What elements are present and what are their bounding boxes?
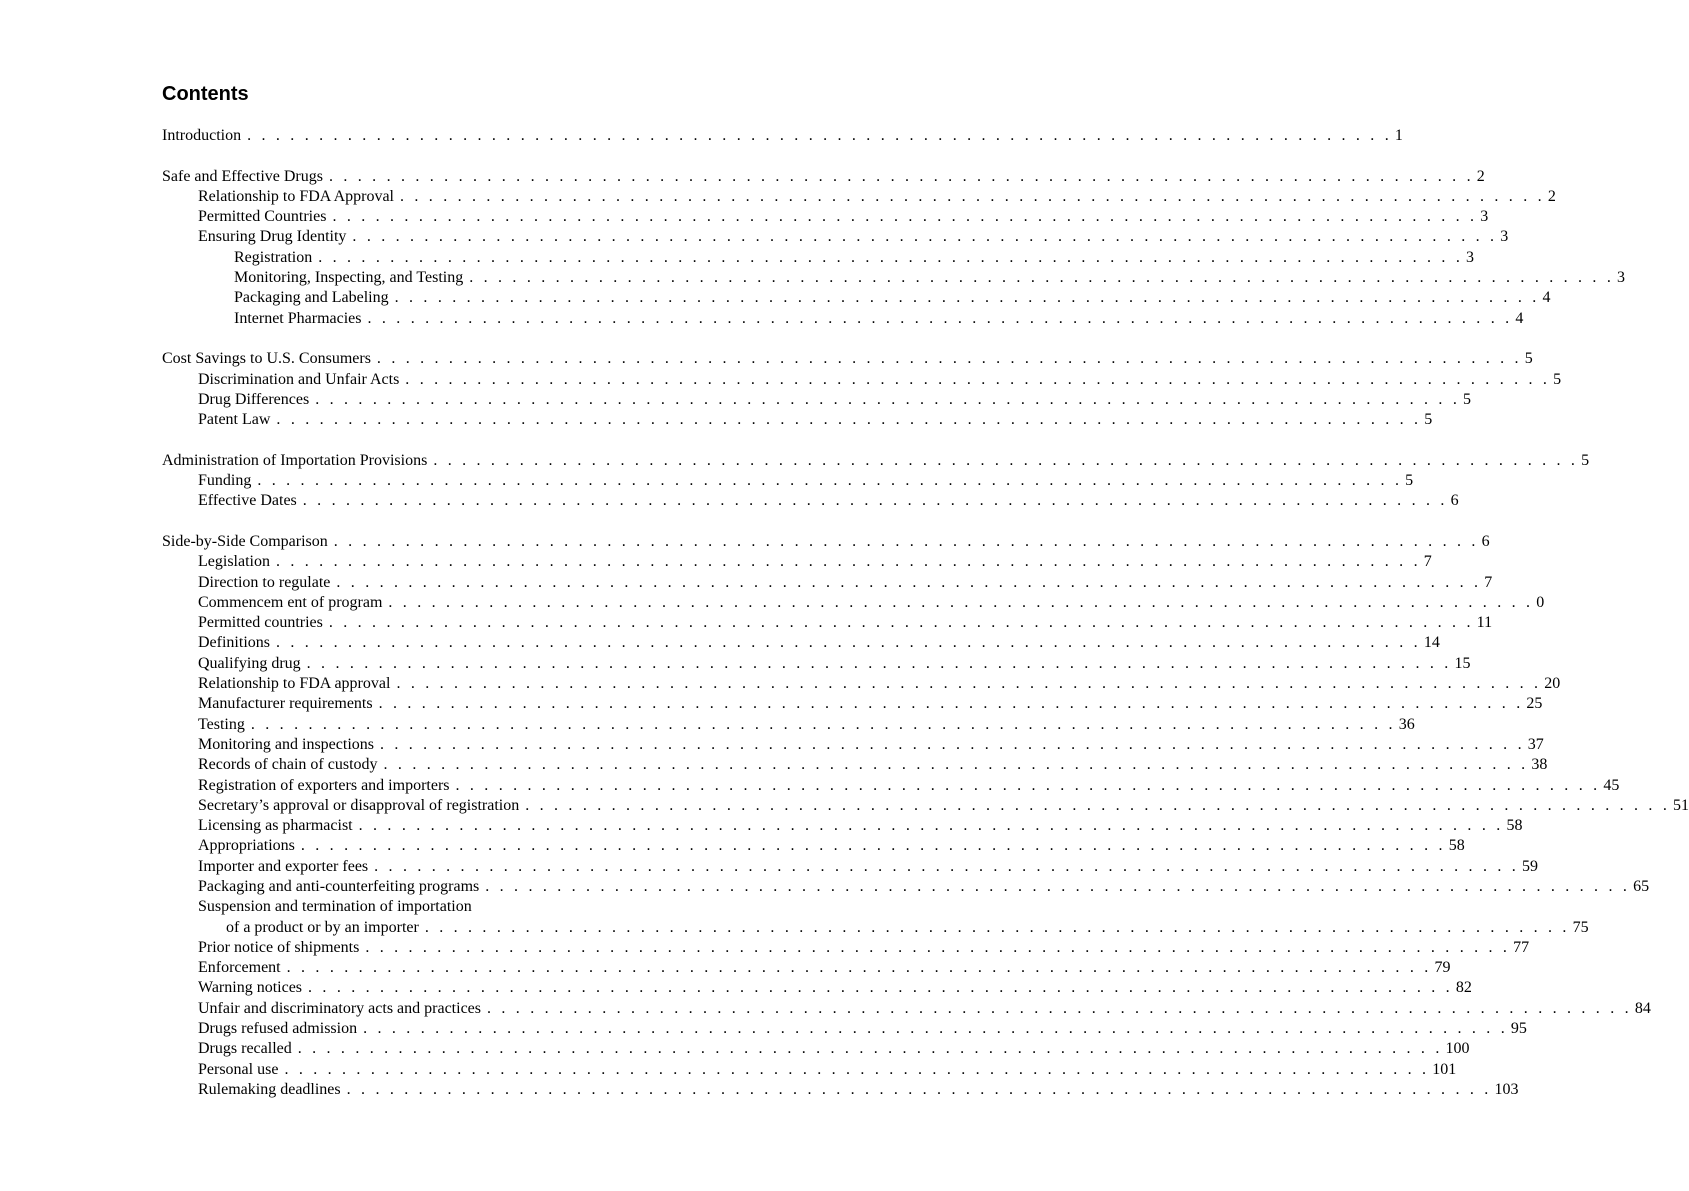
toc-entry-label: Commencem ent of program	[198, 593, 383, 611]
toc-entry-label: Permitted countries	[198, 614, 323, 632]
toc-entry-page: 5	[1405, 472, 1414, 490]
toc-entry-page: 6	[1450, 492, 1459, 510]
toc-entry-label: Legislation	[198, 553, 270, 571]
toc-entry-page: 82	[1455, 979, 1472, 997]
toc-entry-label: Suspension and termination of importation	[198, 898, 472, 916]
dot-leader: . . . . . . . . . . . . . . . . . . . . . . . . . . . . . . . . . . . . . . . . . . . . . . . . . . . . . . . . . . . . . . . . . . . . . . . . . . . . . . . .	[424, 918, 1570, 936]
toc-entry[interactable]	[162, 816, 1523, 836]
toc-entry-page: 0	[1536, 593, 1545, 611]
toc-entry-label: Drugs refused admission	[198, 1020, 358, 1038]
toc-entry-label-continuation: of a product or by an importer	[226, 918, 419, 936]
toc-entry-page: 7	[1423, 553, 1432, 571]
dot-leader: . . . . . . . . . . . . . . . . . . . . . . . . . . . . . . . . . . . . . . . . . . . . . . . . . . . . . . . . . . . . . . . . . . . . . . . . . . . . . . . .	[455, 776, 1601, 794]
toc-entry-label: Relationship to FDA approval	[198, 675, 391, 693]
toc-entry-label: Drugs recalled	[198, 1040, 292, 1058]
dot-leader: . . . . . . . . . . . . . . . . . . . . . . . . . . . . . . . . . . . . . . . . . . . . . . . . . . . . . . . . . . . . . . . . . . . . . . . . . . . . . . . .	[388, 593, 1534, 611]
toc-entry-label: Cost Savings to U.S. Consumers	[162, 350, 371, 368]
toc-entry-first-line[interactable]	[162, 897, 758, 917]
toc-entry[interactable]	[162, 248, 1475, 268]
dot-leader: . . . . . . . . . . . . . . . . . . . . . . . . . . . . . . . . . . . . . . . . . . . . . . . . . . . . . . . . . . . . . . . . . . . . . . . . . . . . . . . .	[365, 938, 1511, 956]
toc-entry-page: 20	[1544, 675, 1561, 693]
toc-entry[interactable]	[162, 573, 1493, 593]
toc-entry-page: 84	[1634, 999, 1651, 1017]
toc-entry-page: 58	[1506, 817, 1523, 835]
toc-entry-page: 5	[1463, 390, 1472, 408]
toc-entry-page: 51	[1673, 796, 1689, 814]
toc-entry-label: Relationship to FDA Approval	[198, 187, 394, 205]
toc-entry-page: 4	[1542, 289, 1551, 307]
toc-entry-page: 3	[1500, 228, 1509, 246]
toc-entry-label: Packaging and Labeling	[234, 289, 389, 307]
dot-leader: . . . . . . . . . . . . . . . . . . . . . . . . . . . . . . . . . . . . . . . . . . . . . . . . . . . . . . . . . . . . . . . . . . . . . . . . . . . . . . . .	[374, 857, 1519, 875]
toc-entry[interactable]	[162, 187, 1556, 207]
toc-entry[interactable]	[162, 288, 1551, 308]
dot-leader: . . . . . . . . . . . . . . . . . . . . . . . . . . . . . . . . . . . . . . . . . . . . . . . . . . . . . . . . . . . . . . . . . . . . . . . . . . . . . . . .	[433, 451, 1579, 469]
toc-entry[interactable]	[162, 227, 1509, 247]
toc-entry[interactable]	[162, 410, 1433, 430]
dot-leader: . . . . . . . . . . . . . . . . . . . . . . . . . . . . . . . . . . . . . . . . . . . . . . . . . . . . . . . . . . . . . . . . . . . . . . . . . . . . . . . .	[358, 817, 1504, 835]
dot-leader: . . . . . . . . . . . . . . . . . . . . . . . . . . . . . . . . . . . . . . . . . . . . . . . . . . . . . . . . . . . . . . . . . . . . . . . . . . . . . . . .	[284, 1060, 1430, 1078]
toc-entry[interactable]	[162, 1019, 1527, 1039]
toc-entry-label: Warning notices	[198, 979, 303, 997]
toc-entry-page: 25	[1526, 695, 1543, 713]
dot-leader: . . . . . . . . . . . . . . . . . . . . . . . . . . . . . . . . . . . . . . . . . . . . . . . . . . . . . . . . . . . . . . . . . . . . . . . . . . . . . . . .	[346, 1080, 1492, 1098]
dot-leader: . . . . . . . . . . . . . . . . . . . . . . . . . . . . . . . . . . . . . . . . . . . . . . . . . . . . . . . . . . . . . . . . . . . . . . . . . . . . . . . .	[306, 654, 1452, 672]
toc-entry[interactable]	[162, 268, 1626, 288]
toc-entry-page: 58	[1448, 837, 1465, 855]
dot-leader: . . . . . . . . . . . . . . . . . . . . . . . . . . . . . . . . . . . . . . . . . . . . . . . . . . . . . . . . . . . . . . . . . . . . . . . . . . . . . . . .	[300, 837, 1446, 855]
toc-entry-page: 101	[1432, 1060, 1457, 1078]
toc-entry[interactable]	[162, 613, 1493, 633]
dot-leader: . . . . . . . . . . . . . . . . . . . . . . . . . . . . . . . . . . . . . . . . . . . . . . . . . . . . . . . . . . . . . . . . . . . . . . . . . . . . . . . .	[469, 269, 1615, 287]
dot-leader: . . . . . . . . . . . . . . . . . . . . . . . . . . . . . . . . . . . . . . . . . . . . . . . . . . . . . . . . . . . . . . . . . . . . . . . . . . . . . . . .	[394, 289, 1540, 307]
toc-entry[interactable]	[162, 958, 1451, 978]
dot-leader: . . . . . . . . . . . . . . . . . . . . . . . . . . . . . . . . . . . . . . . . . . . . . . . . . . . . . . . . . . . . . . . . . . . . . . . . . . . . . . . .	[400, 187, 1545, 205]
toc-entry-page: 77	[1513, 938, 1530, 956]
toc-entry[interactable]	[162, 735, 1544, 755]
toc-entry-page: 59	[1521, 857, 1538, 875]
toc-section-introduction	[162, 126, 1403, 146]
dot-leader: . . . . . . . . . . . . . . . . . . . . . . . . . . . . . . . . . . . . . . . . . . . . . . . . . . . . . . . . . . . . . . . . . . . . . . . . . . . . . . . .	[363, 1020, 1508, 1038]
toc-entry-label: Testing	[198, 715, 245, 733]
toc-entry-label: Manufacturer requirements	[198, 695, 373, 713]
dot-leader: . . . . . . . . . . . . . . . . . . . . . . . . . . . . . . . . . . . . . . . . . . . . . . . . . . . . . . . . . . . . . . . . . . . . . . . . . . . . . . . .	[332, 208, 1478, 226]
dot-leader: . . . . . . . . . . . . . . . . . . . . . . . . . . . . . . . . . . . . . . . . . . . . . . . . . . . . . . . . . . . . . . . . . . . . . . . . . . . . . . . .	[525, 796, 1671, 814]
dot-leader: . . . . . . . . . . . . . . . . . . . . . . . . . . . . . . . . . . . . . . . . . . . . . . . . . . . . . . . . . . . . . . . . . . . . . . . . . . . . . . . .	[378, 695, 1524, 713]
toc-entry[interactable]	[162, 978, 1472, 998]
toc-entry-label: Registration of exporters and importers	[198, 776, 450, 794]
toc-entry-label: Qualifying drug	[198, 654, 301, 672]
toc-entry[interactable]	[162, 491, 1459, 511]
dot-leader: . . . . . . . . . . . . . . . . . . . . . . . . . . . . . . . . . . . . . . . . . . . . . . . . . . . . . . . . . . . . . . . . . . . . . . . . . . . . . . . .	[333, 532, 1479, 550]
toc-entry-page: 15	[1454, 654, 1471, 672]
toc-entry[interactable]	[162, 694, 1543, 714]
toc-entry[interactable]	[162, 674, 1561, 694]
toc-entry-page: 103	[1494, 1080, 1519, 1098]
toc-entry-page: 100	[1445, 1040, 1470, 1058]
toc-entry[interactable]	[162, 776, 1620, 796]
dot-leader: . . . . . . . . . . . . . . . . . . . . . . . . . . . . . . . . . . . . . . . . . . . . . . . . . . . . . . . . . . . . . . . . . . . . . . . . . . . . . . . .	[302, 492, 1448, 510]
toc-entry-label: Importer and exporter fees	[198, 857, 369, 875]
toc-entry-label: Records of chain of custody	[198, 756, 378, 774]
toc-entry-label: Introduction	[162, 127, 242, 144]
toc-entry-label: Licensing as pharmacist	[198, 817, 353, 835]
dot-leader: . . . . . . . . . . . . . . . . . . . . . . . . . . . . . . . . . . . . . . . . . . . . . . . . . . . . . . . . . . . . . . . . . . . . . . . . . . . . . . . .	[485, 877, 1631, 895]
toc-entry-label: Drug Differences	[198, 390, 310, 408]
toc-entry-label: Discrimination and Unfair Acts	[198, 370, 400, 388]
toc-entry[interactable]	[162, 1080, 1519, 1100]
toc-entry-label: Direction to regulate	[198, 573, 331, 591]
toc-entry[interactable]	[162, 390, 1472, 410]
toc-entry[interactable]	[162, 755, 1548, 775]
toc-entry-label: Prior notice of shipments	[198, 938, 360, 956]
dot-leader: . . . . . . . . . . . . . . . . . . . . . . . . . . . . . . . . . . . . . . . . . . . . . . . . . . . . . . . . . . . . . . . . . . . . . . . . . . . . . . . .	[379, 735, 1525, 753]
toc-entry-label: Secretary’s approval or disapproval of registration	[198, 796, 520, 814]
toc-entry-label: Definitions	[198, 634, 270, 652]
toc-entry-page: 3	[1480, 208, 1489, 226]
toc-entry-page: 65	[1633, 877, 1650, 895]
toc-entry[interactable]	[162, 451, 1590, 471]
toc-entry-page: 36	[1398, 715, 1415, 733]
toc-entry-page: 37	[1527, 735, 1544, 753]
toc-entry[interactable]	[162, 1060, 1457, 1080]
toc-entry[interactable]	[162, 857, 1538, 877]
dot-leader: . . . . . . . . . . . . . . . . . . . . . . . . . . . . . . . . . . . . . . . . . . . . . . . . . . . . . . . . . . . . . . . . . . . . . . . . . . . . . . . .	[318, 248, 1464, 266]
dot-leader: . . . . . . . . . . . . . . . . . . . . . . . . . . . . . . . . . . . . . . . . . . . . . . . . . . . . . . . . . . . . . . . . . . . . . . . . . . . . . . . .	[250, 715, 1396, 733]
toc-entry-page: 38	[1531, 756, 1548, 774]
dot-leader: . . . . . . . . . . . . . . . . . . . . . . . . . . . . . . . . . . . . . . . . . . . . . . . . . . . . . . . . . . . . . . . . . . . . . . . . . . . . . . . .	[352, 228, 1498, 246]
page-title: Contents	[162, 83, 249, 105]
dot-leader: . . . . . . . . . . . . . . . . . . . . . . . . . . . . . . . . . . . . . . . . . . . . . . . . . . . . . . . . . . . . . . . . . . . . . . . . . . . . . . . .	[315, 390, 1461, 408]
toc-entry-label: Registration	[234, 248, 313, 266]
toc-entry-label: Side-by-Side Comparison	[162, 532, 328, 550]
toc-entry[interactable]	[162, 552, 1432, 572]
toc-entry-page: 5	[1524, 350, 1533, 368]
toc-section-side-by-side	[162, 532, 1689, 1100]
dot-leader: . . . . . . . . . . . . . . . . . . . . . . . . . . . . . . . . . . . . . . . . . . . . . . . . . . . . . . . . . . . . . . . . . . . . . . . . . . . . . . . .	[396, 675, 1542, 693]
toc-entry-label: Patent Law	[198, 411, 271, 429]
toc-entry-page: 14	[1423, 634, 1440, 652]
toc-entry-page: 75	[1572, 918, 1589, 936]
toc-entry[interactable]	[162, 126, 1403, 146]
toc-entry[interactable]	[162, 633, 1440, 653]
toc-entry[interactable]	[162, 167, 1485, 187]
toc-entry[interactable]	[162, 309, 1524, 329]
toc-entry[interactable]	[162, 532, 1490, 552]
toc-entry-page: 4	[1515, 309, 1524, 327]
toc-entry[interactable]	[162, 999, 1651, 1019]
toc-entry[interactable]	[162, 796, 1689, 816]
toc-entry-page: 79	[1434, 959, 1451, 977]
toc-entry-label: Internet Pharmacies	[234, 309, 362, 327]
toc-entry[interactable]	[162, 877, 1650, 897]
dot-leader: . . . . . . . . . . . . . . . . . . . . . . . . . . . . . . . . . . . . . . . . . . . . . . . . . . . . . . . . . . . . . . . . . . . . . . . . . . . . . . . .	[275, 553, 1421, 571]
toc-entry-label: Personal use	[198, 1060, 279, 1078]
dot-leader: . . . . . . . . . . . . . . . . . . . . . . . . . . . . . . . . . . . . . . . . . . . . . . . . . . . . . . . . . . . . . . . . . . . . . . . . . . . . . . . .	[383, 756, 1529, 774]
toc-entry-continuation[interactable]	[162, 918, 1589, 938]
toc-entry[interactable]	[162, 836, 1465, 856]
dot-leader: . . . . . . . . . . . . . . . . . . . . . . . . . . . . . . . . . . . . . . . . . . . . . . . . . . . . . . . . . . . . . . . . . . . . . . . . . . . . . . . .	[487, 999, 1632, 1017]
toc-entry-label: Administration of Importation Provisions	[162, 451, 428, 469]
toc-entry-page: 2	[1476, 167, 1485, 185]
toc-entry-page: 3	[1617, 269, 1626, 287]
toc-entry-page: 45	[1603, 776, 1620, 794]
toc-entry-page: 11	[1476, 614, 1493, 632]
dot-leader: . . . . . . . . . . . . . . . . . . . . . . . . . . . . . . . . . . . . . . . . . . . . . . . . . . . . . . . . . . . . . . . . . . . . . . . . . . . . . . . .	[336, 573, 1482, 591]
toc-entry-page: 1	[1394, 127, 1403, 144]
toc-entry-page: 3	[1466, 248, 1475, 266]
toc-entry[interactable]	[162, 349, 1533, 369]
dot-leader: . . . . . . . . . . . . . . . . . . . . . . . . . . . . . . . . . . . . . . . . . . . . . . . . . . . . . . . . . . . . . . . . . . . . . . . . . . . . . . . .	[276, 634, 1421, 652]
toc-entry-label: Monitoring and inspections	[198, 735, 374, 753]
toc-section-cost-savings	[162, 349, 1562, 430]
toc-entry-label: Ensuring Drug Identity	[198, 228, 347, 246]
toc-entry-label: Safe and Effective Drugs	[162, 167, 323, 185]
dot-leader: . . . . . . . . . . . . . . . . . . . . . . . . . . . . . . . . . . . . . . . . . . . . . . . . . . . . . . . . . . . . . . . . . . . . . . . . . . . . . . . .	[376, 350, 1522, 368]
dot-leader: . . . . . . . . . . . . . . . . . . . . . . . . . . . . . . . . . . . . . . . . . . . . . . . . . . . . . . . . . . . . . . . . . . . . . . . . . . . . . . . .	[286, 959, 1432, 977]
dot-leader: . . . . . . . . . . . . . . . . . . . . . . . . . . . . . . . . . . . . . . . . . . . . . . . . . . . . . . . . . . . . . . . . . . . . . . . . . . . . . . . .	[328, 167, 1474, 185]
toc-entry-page: 95	[1510, 1020, 1527, 1038]
toc-entry-page: 5	[1553, 370, 1562, 388]
toc-entry[interactable]	[162, 938, 1530, 958]
toc-entry-label: Enforcement	[198, 959, 281, 977]
toc-entry-label: Funding	[198, 472, 252, 490]
toc-entry[interactable]	[162, 471, 1414, 491]
toc-entry[interactable]	[162, 370, 1562, 390]
toc-entry-page: 7	[1484, 573, 1493, 591]
toc-section-administration	[162, 451, 1590, 512]
dot-leader: . . . . . . . . . . . . . . . . . . . . . . . . . . . . . . . . . . . . . . . . . . . . . . . . . . . . . . . . . . . . . . . . . . . . . . . . . . . . . . . .	[257, 472, 1403, 490]
toc-entry-page: 5	[1424, 411, 1433, 429]
table-of-contents	[162, 126, 1689, 1100]
toc-entry-page: 5	[1581, 451, 1590, 469]
dot-leader: . . . . . . . . . . . . . . . . . . . . . . . . . . . . . . . . . . . . . . . . . . . . . . . . . . . . . . . . . . . . . . . . . . . . . . . . . . . . . . . .	[247, 127, 1392, 144]
dot-leader: . . . . . . . . . . . . . . . . . . . . . . . . . . . . . . . . . . . . . . . . . . . . . . . . . . . . . . . . . . . . . . . . . . . . . . . . . . . . . . . .	[308, 979, 1453, 997]
dot-leader: . . . . . . . . . . . . . . . . . . . . . . . . . . . . . . . . . . . . . . . . . . . . . . . . . . . . . . . . . . . . . . . . . . . . . . . . . . . . . . . .	[297, 1040, 1443, 1058]
toc-entry-label: Effective Dates	[198, 492, 297, 510]
toc-entry-label: Monitoring, Inspecting, and Testing	[234, 269, 464, 287]
dot-leader: . . . . . . . . . . . . . . . . . . . . . . . . . . . . . . . . . . . . . . . . . . . . . . . . . . . . . . . . . . . . . . . . . . . . . . . . . . . . . . . .	[276, 411, 1422, 429]
toc-entry-page: 2	[1547, 187, 1556, 205]
dot-leader: . . . . . . . . . . . . . . . . . . . . . . . . . . . . . . . . . . . . . . . . . . . . . . . . . . . . . . . . . . . . . . . . . . . . . . . . . . . . . . . .	[405, 370, 1551, 388]
toc-entry[interactable]	[162, 654, 1471, 674]
toc-entry-label: Permitted Countries	[198, 208, 327, 226]
toc-entry[interactable]	[162, 715, 1415, 735]
dot-leader: . . . . . . . . . . . . . . . . . . . . . . . . . . . . . . . . . . . . . . . . . . . . . . . . . . . . . . . . . . . . . . . . . . . . . . . . . . . . . . . .	[367, 309, 1513, 327]
toc-entry-page: 6	[1481, 532, 1490, 550]
toc-entry[interactable]	[162, 207, 1489, 227]
toc-entry[interactable]	[162, 1039, 1470, 1059]
toc-entry[interactable]	[162, 593, 1545, 613]
toc-entry-label: Appropriations	[198, 837, 295, 855]
toc-entry-label: Unfair and discriminatory acts and practices	[198, 999, 481, 1017]
toc-entry-label: Rulemaking deadlines	[198, 1080, 341, 1098]
toc-entry-label: Packaging and anti-counterfeiting programs	[198, 877, 480, 895]
dot-leader: . . . . . . . . . . . . . . . . . . . . . . . . . . . . . . . . . . . . . . . . . . . . . . . . . . . . . . . . . . . . . . . . . . . . . . . . . . . . . . . .	[328, 614, 1474, 632]
toc-section-safe-and-effective-drugs	[162, 167, 1626, 329]
